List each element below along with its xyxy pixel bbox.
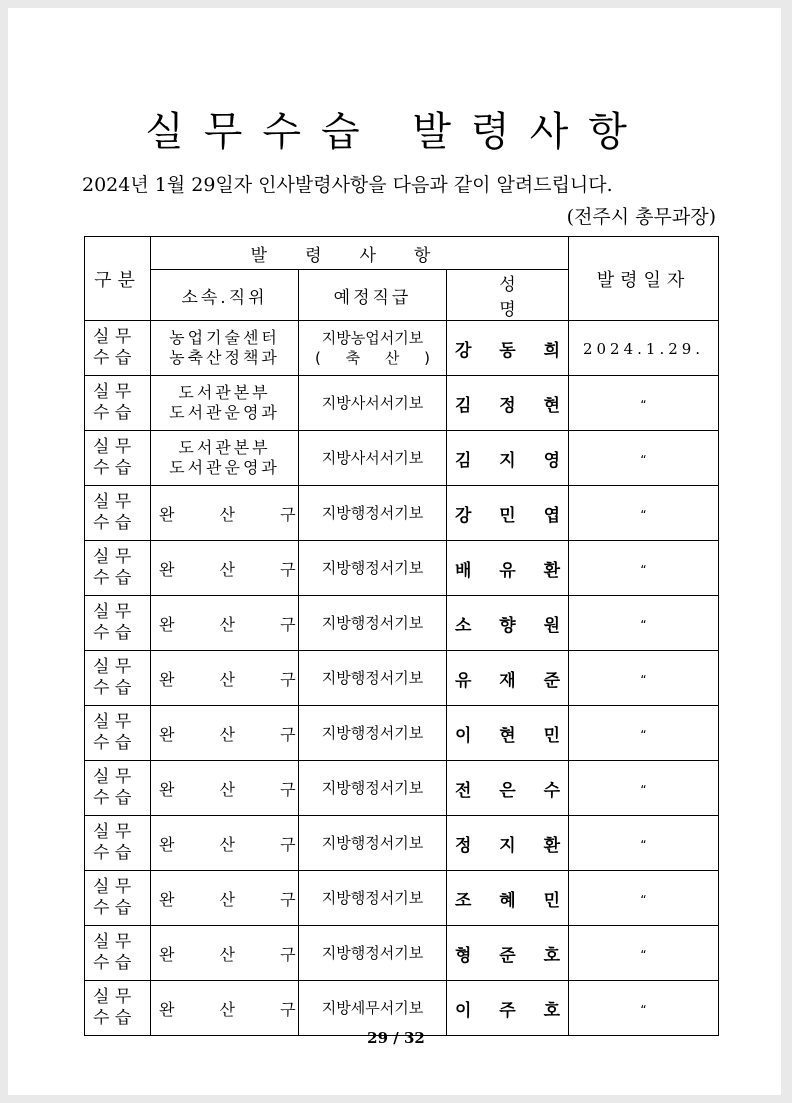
category-cell — [85, 596, 151, 651]
category-line2: 수 습 — [93, 513, 132, 533]
date-cell — [569, 761, 719, 816]
name-char: 강 — [455, 505, 472, 526]
name-char: 혜 — [499, 890, 516, 911]
affiliation-line1: 농업기술센터 — [169, 328, 280, 347]
date-value: “ — [640, 617, 647, 632]
affiliation-line2: 농축산정책과 — [169, 348, 280, 367]
table-row — [85, 596, 719, 651]
name-char: 원 — [543, 615, 561, 636]
date-cell — [569, 816, 719, 871]
grade-cell — [299, 596, 447, 651]
category-line2: 수 습 — [93, 348, 132, 368]
name-char: 유 — [455, 670, 472, 691]
name-cell — [447, 981, 569, 1036]
header-grade: 예정직급 — [299, 270, 447, 321]
category-cell — [85, 981, 151, 1036]
name-char: 조 — [455, 890, 472, 911]
table-row — [85, 321, 719, 376]
grade-line2: ( 축 산 ) — [315, 349, 430, 367]
affiliation-cell — [151, 926, 299, 981]
name-cell — [447, 596, 569, 651]
grade-line1: 지방행정서기보 — [321, 669, 424, 687]
name-char: 주 — [499, 1000, 516, 1021]
name-char: 엽 — [543, 505, 561, 526]
name-char: 이 — [455, 1000, 472, 1021]
header-category: 구분 — [85, 237, 151, 321]
grade-line1: 지방농업서기보 — [321, 329, 424, 347]
table-row — [85, 486, 719, 541]
table-body — [85, 321, 719, 1036]
affiliation-cell — [151, 706, 299, 761]
name-cell — [447, 486, 569, 541]
grade-cell — [299, 376, 447, 431]
category-line2: 수 습 — [93, 898, 132, 918]
date-value: “ — [640, 397, 647, 412]
affiliation-line1: 완 산 구 — [159, 614, 296, 634]
date-cell — [569, 541, 719, 596]
name-char: 형 — [455, 945, 472, 966]
name-char: 민 — [543, 725, 561, 746]
name-char: 민 — [499, 505, 516, 526]
category-line1: 실 무 — [93, 877, 132, 897]
affiliation-cell — [151, 651, 299, 706]
affiliation-line1: 완 산 구 — [159, 834, 296, 854]
category-line1: 실 무 — [93, 657, 132, 677]
grade-line1: 지방행정서기보 — [321, 724, 424, 742]
category-cell — [85, 376, 151, 431]
date-value: “ — [640, 507, 647, 522]
header-name: 성명 — [447, 270, 569, 321]
affiliation-line1: 완 산 구 — [159, 999, 296, 1019]
name-char: 소 — [455, 615, 472, 636]
affiliation-cell — [151, 376, 299, 431]
grade-line1: 지방행정서기보 — [321, 504, 424, 522]
category-line2: 수 습 — [93, 623, 132, 643]
name-char: 배 — [455, 560, 472, 581]
name-char: 김 — [455, 450, 472, 471]
affiliation-cell — [151, 321, 299, 376]
affiliation-cell — [151, 486, 299, 541]
name-cell — [447, 926, 569, 981]
category-line1: 실 무 — [93, 822, 132, 842]
page-number: 29 / 32 — [367, 1029, 425, 1047]
table-row — [85, 871, 719, 926]
grade-line1: 지방행정서기보 — [321, 834, 424, 852]
name-char: 영 — [543, 450, 561, 471]
grade-cell — [299, 486, 447, 541]
grade-line1: 지방행정서기보 — [321, 944, 424, 962]
date-value: “ — [640, 1002, 647, 1017]
affiliation-cell — [151, 431, 299, 486]
name-cell — [447, 321, 569, 376]
issuer-text: (전주시 총무과장) — [566, 206, 716, 228]
grade-line1: 지방사서서기보 — [321, 449, 424, 467]
grade-cell — [299, 706, 447, 761]
grade-line1: 지방행정서기보 — [321, 889, 424, 907]
notice-text: 2024년 1월 29일자 인사발령사항을 다음과 같이 알려드립니다. — [82, 174, 613, 196]
date-cell — [569, 871, 719, 926]
name-char: 은 — [499, 780, 516, 801]
date-value: 2024.1.29. — [582, 339, 705, 358]
date-value: “ — [640, 947, 647, 962]
name-char: 유 — [499, 560, 516, 581]
affiliation-line1: 도서관본부 — [178, 438, 271, 457]
name-cell — [447, 376, 569, 431]
name-cell — [447, 871, 569, 926]
category-line2: 수 습 — [93, 953, 132, 973]
grade-cell — [299, 761, 447, 816]
table-row — [85, 816, 719, 871]
category-line2: 수 습 — [93, 1008, 132, 1028]
table-row — [85, 651, 719, 706]
affiliation-line1: 완 산 구 — [159, 944, 296, 964]
category-cell — [85, 431, 151, 486]
name-char: 수 — [543, 780, 561, 801]
name-char: 정 — [499, 395, 516, 416]
name-char: 향 — [499, 615, 516, 636]
date-cell — [569, 651, 719, 706]
grade-line1: 지방행정서기보 — [321, 779, 424, 797]
date-cell — [569, 596, 719, 651]
grade-line1: 지방행정서기보 — [321, 614, 424, 632]
category-line2: 수 습 — [93, 788, 132, 808]
category-line2: 수 습 — [93, 678, 132, 698]
name-char: 환 — [543, 835, 561, 856]
affiliation-line1: 완 산 구 — [159, 504, 296, 524]
category-cell — [85, 541, 151, 596]
name-cell — [447, 651, 569, 706]
name-char: 이 — [455, 725, 472, 746]
grade-cell — [299, 981, 447, 1036]
table-row — [85, 541, 719, 596]
grade-cell — [299, 816, 447, 871]
category-line1: 실 무 — [93, 327, 132, 347]
name-cell — [447, 706, 569, 761]
category-line2: 수 습 — [93, 403, 132, 423]
affiliation-line1: 도서관본부 — [178, 383, 271, 402]
grade-cell — [299, 321, 447, 376]
table-row — [85, 761, 719, 816]
category-cell — [85, 871, 151, 926]
category-line2: 수 습 — [93, 568, 132, 588]
category-cell — [85, 761, 151, 816]
grade-cell — [299, 651, 447, 706]
name-char: 희 — [543, 340, 561, 361]
affiliation-cell — [151, 541, 299, 596]
grade-cell — [299, 431, 447, 486]
date-value: “ — [640, 892, 647, 907]
name-char: 현 — [543, 395, 561, 416]
category-cell — [85, 926, 151, 981]
category-cell — [85, 651, 151, 706]
category-line1: 실 무 — [93, 767, 132, 787]
date-value: “ — [640, 837, 647, 852]
affiliation-line1: 완 산 구 — [159, 724, 296, 744]
grade-line1: 지방사서서기보 — [321, 394, 424, 412]
name-char: 재 — [499, 670, 516, 691]
category-line1: 실 무 — [93, 547, 132, 567]
table-row — [85, 981, 719, 1036]
name-char: 준 — [543, 670, 561, 691]
header-date: 발령일자 — [569, 237, 719, 321]
table-row — [85, 926, 719, 981]
affiliation-line2: 도서관운영과 — [169, 403, 280, 422]
affiliation-line1: 완 산 구 — [159, 559, 296, 579]
date-value: “ — [640, 672, 647, 687]
category-line1: 실 무 — [93, 437, 132, 457]
affiliation-line2: 도서관운영과 — [169, 458, 280, 477]
date-cell — [569, 431, 719, 486]
name-char: 정 — [455, 835, 472, 856]
category-cell — [85, 706, 151, 761]
name-char: 지 — [499, 450, 516, 471]
name-char: 지 — [499, 835, 516, 856]
category-cell — [85, 321, 151, 376]
table-row — [85, 431, 719, 486]
date-value: “ — [640, 782, 647, 797]
name-char: 강 — [455, 340, 472, 361]
name-char: 동 — [499, 340, 516, 361]
date-cell — [569, 981, 719, 1036]
category-line1: 실 무 — [93, 602, 132, 622]
category-line1: 실 무 — [93, 492, 132, 512]
category-cell — [85, 486, 151, 541]
appointment-table — [84, 236, 719, 1036]
date-cell — [569, 321, 719, 376]
date-value: “ — [640, 727, 647, 742]
category-line2: 수 습 — [93, 733, 132, 753]
date-cell — [569, 926, 719, 981]
date-value: “ — [640, 452, 647, 467]
name-char: 환 — [543, 560, 561, 581]
category-line2: 수 습 — [93, 458, 132, 478]
date-cell — [569, 376, 719, 431]
grade-line1: 지방세무서기보 — [321, 999, 424, 1017]
date-cell — [569, 486, 719, 541]
grade-cell — [299, 926, 447, 981]
category-line1: 실 무 — [93, 382, 132, 402]
name-char: 민 — [543, 890, 561, 911]
name-cell — [447, 816, 569, 871]
document-title: 실무수습 발령사항 — [145, 109, 647, 155]
category-line1: 실 무 — [93, 932, 132, 952]
name-char: 현 — [499, 725, 516, 746]
affiliation-cell — [151, 981, 299, 1036]
affiliation-cell — [151, 816, 299, 871]
category-cell — [85, 816, 151, 871]
category-line1: 실 무 — [93, 987, 132, 1007]
grade-cell — [299, 871, 447, 926]
name-char: 준 — [499, 945, 516, 966]
name-char: 전 — [455, 780, 472, 801]
name-cell — [447, 541, 569, 596]
name-char: 호 — [543, 945, 561, 966]
table-row — [85, 706, 719, 761]
affiliation-cell — [151, 871, 299, 926]
header-appointment: 발령사항 — [151, 237, 569, 270]
name-char: 김 — [455, 395, 472, 416]
date-value: “ — [640, 562, 647, 577]
name-char: 호 — [543, 1000, 561, 1021]
affiliation-line1: 완 산 구 — [159, 889, 296, 909]
table-row — [85, 376, 719, 431]
header-affiliation: 소속.직위 — [151, 270, 299, 321]
name-cell — [447, 431, 569, 486]
affiliation-cell — [151, 761, 299, 816]
category-line2: 수 습 — [93, 843, 132, 863]
grade-cell — [299, 541, 447, 596]
affiliation-cell — [151, 596, 299, 651]
affiliation-line1: 완 산 구 — [159, 779, 296, 799]
affiliation-line1: 완 산 구 — [159, 669, 296, 689]
grade-line1: 지방행정서기보 — [321, 559, 424, 577]
name-cell — [447, 761, 569, 816]
category-line1: 실 무 — [93, 712, 132, 732]
date-cell — [569, 706, 719, 761]
